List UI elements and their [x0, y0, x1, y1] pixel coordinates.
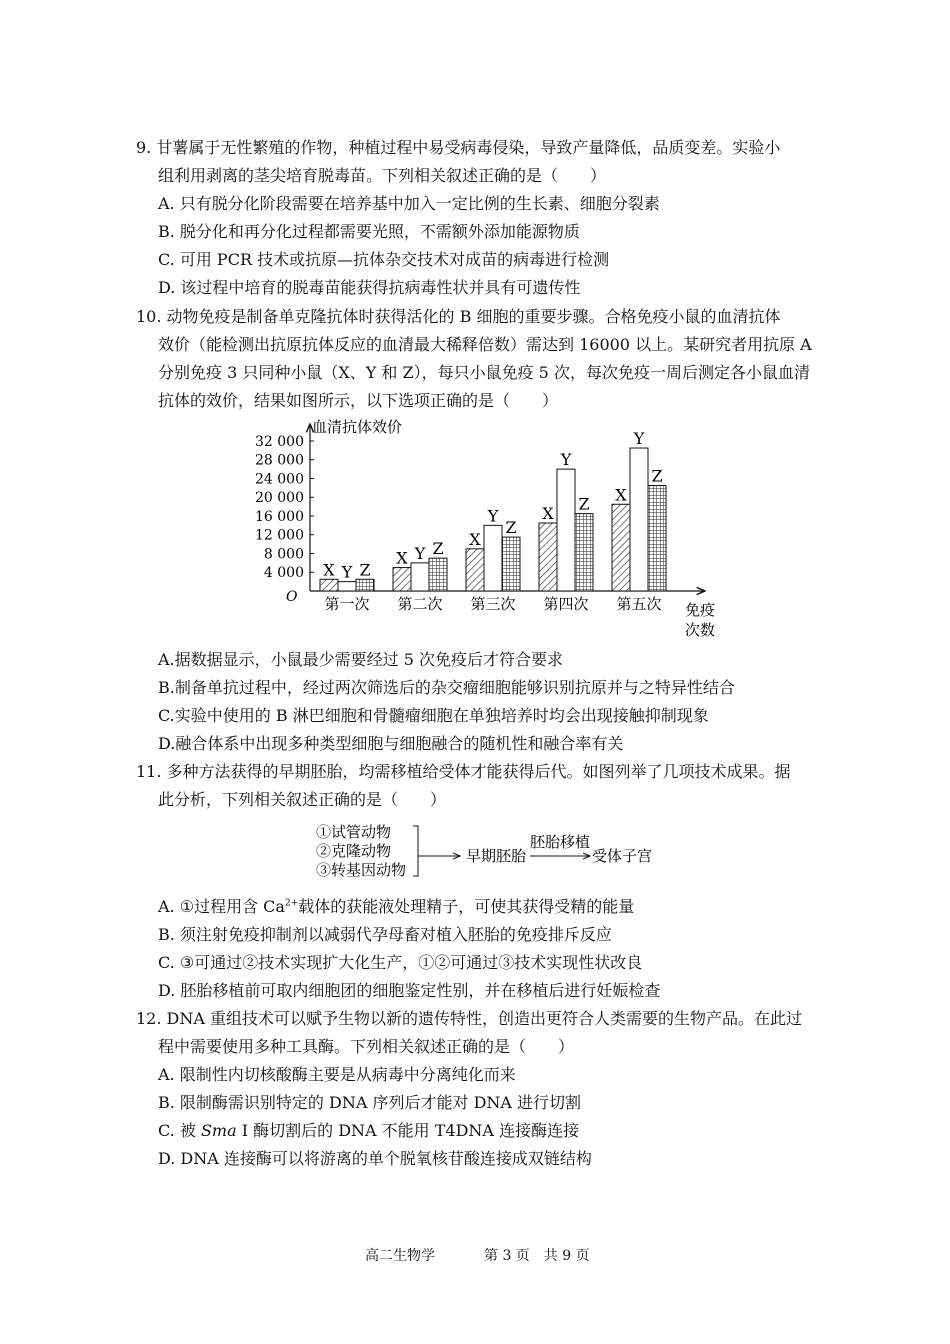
category-label: 第五次 [616, 595, 662, 613]
y-tick-label: 8 000 [263, 546, 304, 563]
q11-option-a-sup: 2+ [284, 898, 299, 909]
category-label: 第二次 [397, 595, 443, 613]
y-tick-label: 4 000 [263, 565, 304, 582]
category-label: 第四次 [543, 595, 589, 613]
bar-label: Z [432, 539, 444, 559]
bar-y [630, 448, 648, 591]
q11-option-a [158, 897, 634, 917]
footer-subject: 高二生物学 [365, 1248, 435, 1264]
y-tick-label: 32 000 [255, 433, 304, 450]
q9-option-a: A. 只有脱分化阶段需要在培养基中加入一定比例的生长素、细胞分裂素 [158, 194, 660, 213]
q12-stem-line2: 程中需要使用多种工具酶。下列相关叙述正确的是（ ） [158, 1037, 575, 1056]
q12-option-c [158, 1121, 579, 1141]
diagram-item-transgenic: ③转基因动物 [316, 861, 407, 879]
bar-z [356, 579, 374, 591]
q10-option-b: B.制备单抗过程中，经过两次筛选后的杂交瘤细胞能够识别抗原并与之特异性结合 [158, 678, 735, 697]
q9-stem-line1: 9. 甘薯属于无性繁殖的作物，种植过程中易受病毒侵染，导致产量降低，品质变差。实验小 [136, 138, 781, 157]
bar-label: X [542, 504, 554, 524]
q11-option-d: D. 胚胎移植前可取内细胞团的细胞鉴定性别，并在移植后进行妊娠检查 [158, 981, 661, 1000]
y-tick-label: 20 000 [255, 490, 304, 507]
q10-option-c: C.实验中使用的 B 淋巴细胞和骨髓瘤细胞在单独培养时均会出现接触抑制现象 [158, 706, 709, 725]
bar-label: Z [505, 518, 517, 538]
q12-option-a: A. 限制性内切核酸酶主要是从病毒中分离纯化而来 [158, 1065, 516, 1084]
diagram-item-clone: ②克隆动物 [316, 842, 392, 860]
q11-option-b: B. 须注射免疫抑制剂以减弱代孕母畜对植入胚胎的免疫排斥反应 [158, 925, 612, 944]
bar-y [484, 525, 502, 591]
embryo-transfer-diagram [310, 818, 670, 888]
q9-stem-line2: 组利用剥离的茎尖培育脱毒苗。下列相关叙述正确的是（ ） [158, 166, 607, 185]
bar-y [338, 582, 356, 591]
diagram-bracket [413, 826, 418, 876]
y-axis-label: 血清抗体效价 [312, 418, 403, 436]
y-tick-label: 24 000 [255, 471, 304, 488]
bar-y [557, 469, 575, 591]
y-tick-label: 28 000 [255, 452, 304, 469]
q11-stem-line2: 此分析，下列相关叙述正确的是（ ） [158, 790, 447, 809]
q9-option-c: C. 可用 PCR 技术或抗原—抗体杂交技术对成苗的病毒进行检测 [158, 250, 610, 269]
bar-x [539, 523, 557, 591]
q9-option-d: D. 该过程中培育的脱毒苗能获得抗病毒性状并具有可遗传性 [158, 278, 581, 297]
bar-label: X [323, 560, 335, 580]
q12-option-b: B. 限制酶需识别特定的 DNA 序列后才能对 DNA 进行切割 [158, 1093, 582, 1112]
q12-option-c-post: Ⅰ 酶切割后的 DNA 不能用 T4DNA 连接酶连接 [236, 1121, 580, 1140]
diagram-item-test-tube: ①试管动物 [316, 823, 392, 841]
bar-label: Z [578, 494, 590, 514]
q11-option-a-pre: A. ①过程用含 Ca [158, 897, 285, 916]
q12-option-c-italic: Sma [200, 1121, 237, 1140]
q10-stem-line3: 分别免疫 3 只同种小鼠（X、Y 和 Z），每只小鼠免疫 5 次，每次免疫一周后测定各小鼠血清 [158, 363, 810, 382]
q12-stem-line1: 12. DNA 重组技术可以赋予生物以新的遗传特性，创造出更符合人类需要的生物产品。在此过 [136, 1009, 803, 1028]
diagram-arrow-label: 胚胎移植 [530, 833, 591, 851]
footer-page: 第 3 页 共 9 页 [484, 1248, 590, 1264]
diagram-recipient-uterus: 受体子宫 [592, 847, 653, 865]
bar-label: Y [414, 543, 426, 563]
y-tick-label: 12 000 [255, 527, 304, 544]
x-axis-label: 免疫 [685, 601, 716, 619]
y-tick-label: 16 000 [255, 508, 304, 525]
bar-label: X [396, 548, 408, 568]
bar-label: X [469, 529, 481, 549]
q9-option-b: B. 脱分化和再分化过程都需要光照，不需额外添加能源物质 [158, 222, 580, 241]
category-label: 第一次 [324, 595, 370, 613]
bar-label: Y [487, 506, 499, 526]
category-label: 第三次 [470, 595, 516, 613]
q11-option-a-post: 载体的获能液处理精子，可使其获得受精的能量 [298, 897, 635, 916]
q10-stem-line1: 10. 动物免疫是制备单克隆抗体时获得活化的 B 细胞的重要步骤。合格免疫小鼠的血清抗体 [136, 307, 781, 326]
q11-option-c: C. ③可通过②技术实现扩大化生产，①②可通过③技术实现性状改良 [158, 953, 643, 972]
bar-z [502, 537, 520, 591]
bar-label: Z [651, 466, 663, 486]
bar-label: Y [633, 429, 645, 449]
diagram-early-embryo: 早期胚胎 [466, 847, 527, 865]
origin-label: O [286, 589, 298, 605]
bar-x [466, 549, 484, 591]
bar-x [393, 568, 411, 591]
bar-z [429, 558, 447, 591]
bar-z [648, 486, 666, 591]
bar-label: Z [359, 560, 371, 580]
bar-x [320, 579, 338, 591]
bar-y [411, 563, 429, 591]
q10-option-a: A.据数据显示，小鼠最少需要经过 5 次免疫后才符合要求 [158, 650, 563, 669]
q10-option-d: D.融合体系中出现多种类型细胞与细胞融合的随机性和融合率有关 [158, 734, 624, 753]
q10-stem-line2: 效价（能检测出抗原抗体反应的血清最大稀释倍数）需达到 16000 以上。某研究者用抗原 A [158, 335, 812, 354]
bar-label: Y [560, 450, 572, 470]
bar-label: Y [341, 562, 353, 582]
q12-option-c-pre: C. 被 [158, 1121, 201, 1140]
bar-z [575, 514, 593, 591]
q12-option-d: D. DNA 连接酶可以将游离的单个脱氧核苷酸连接成双链结构 [158, 1149, 592, 1168]
bar-x [612, 504, 630, 591]
q10-stem-line4: 抗体的效价，结果如图所示，以下选项正确的是（ ） [158, 391, 559, 410]
x-axis-label-2: 次数 [685, 621, 716, 639]
bar-label: X [615, 485, 627, 505]
q11-stem-line1: 11. 多种方法获得的早期胚胎，均需移植给受体才能获得后代。如图列举了几项技术成果。据 [136, 762, 791, 781]
antibody-titer-chart [240, 418, 740, 648]
